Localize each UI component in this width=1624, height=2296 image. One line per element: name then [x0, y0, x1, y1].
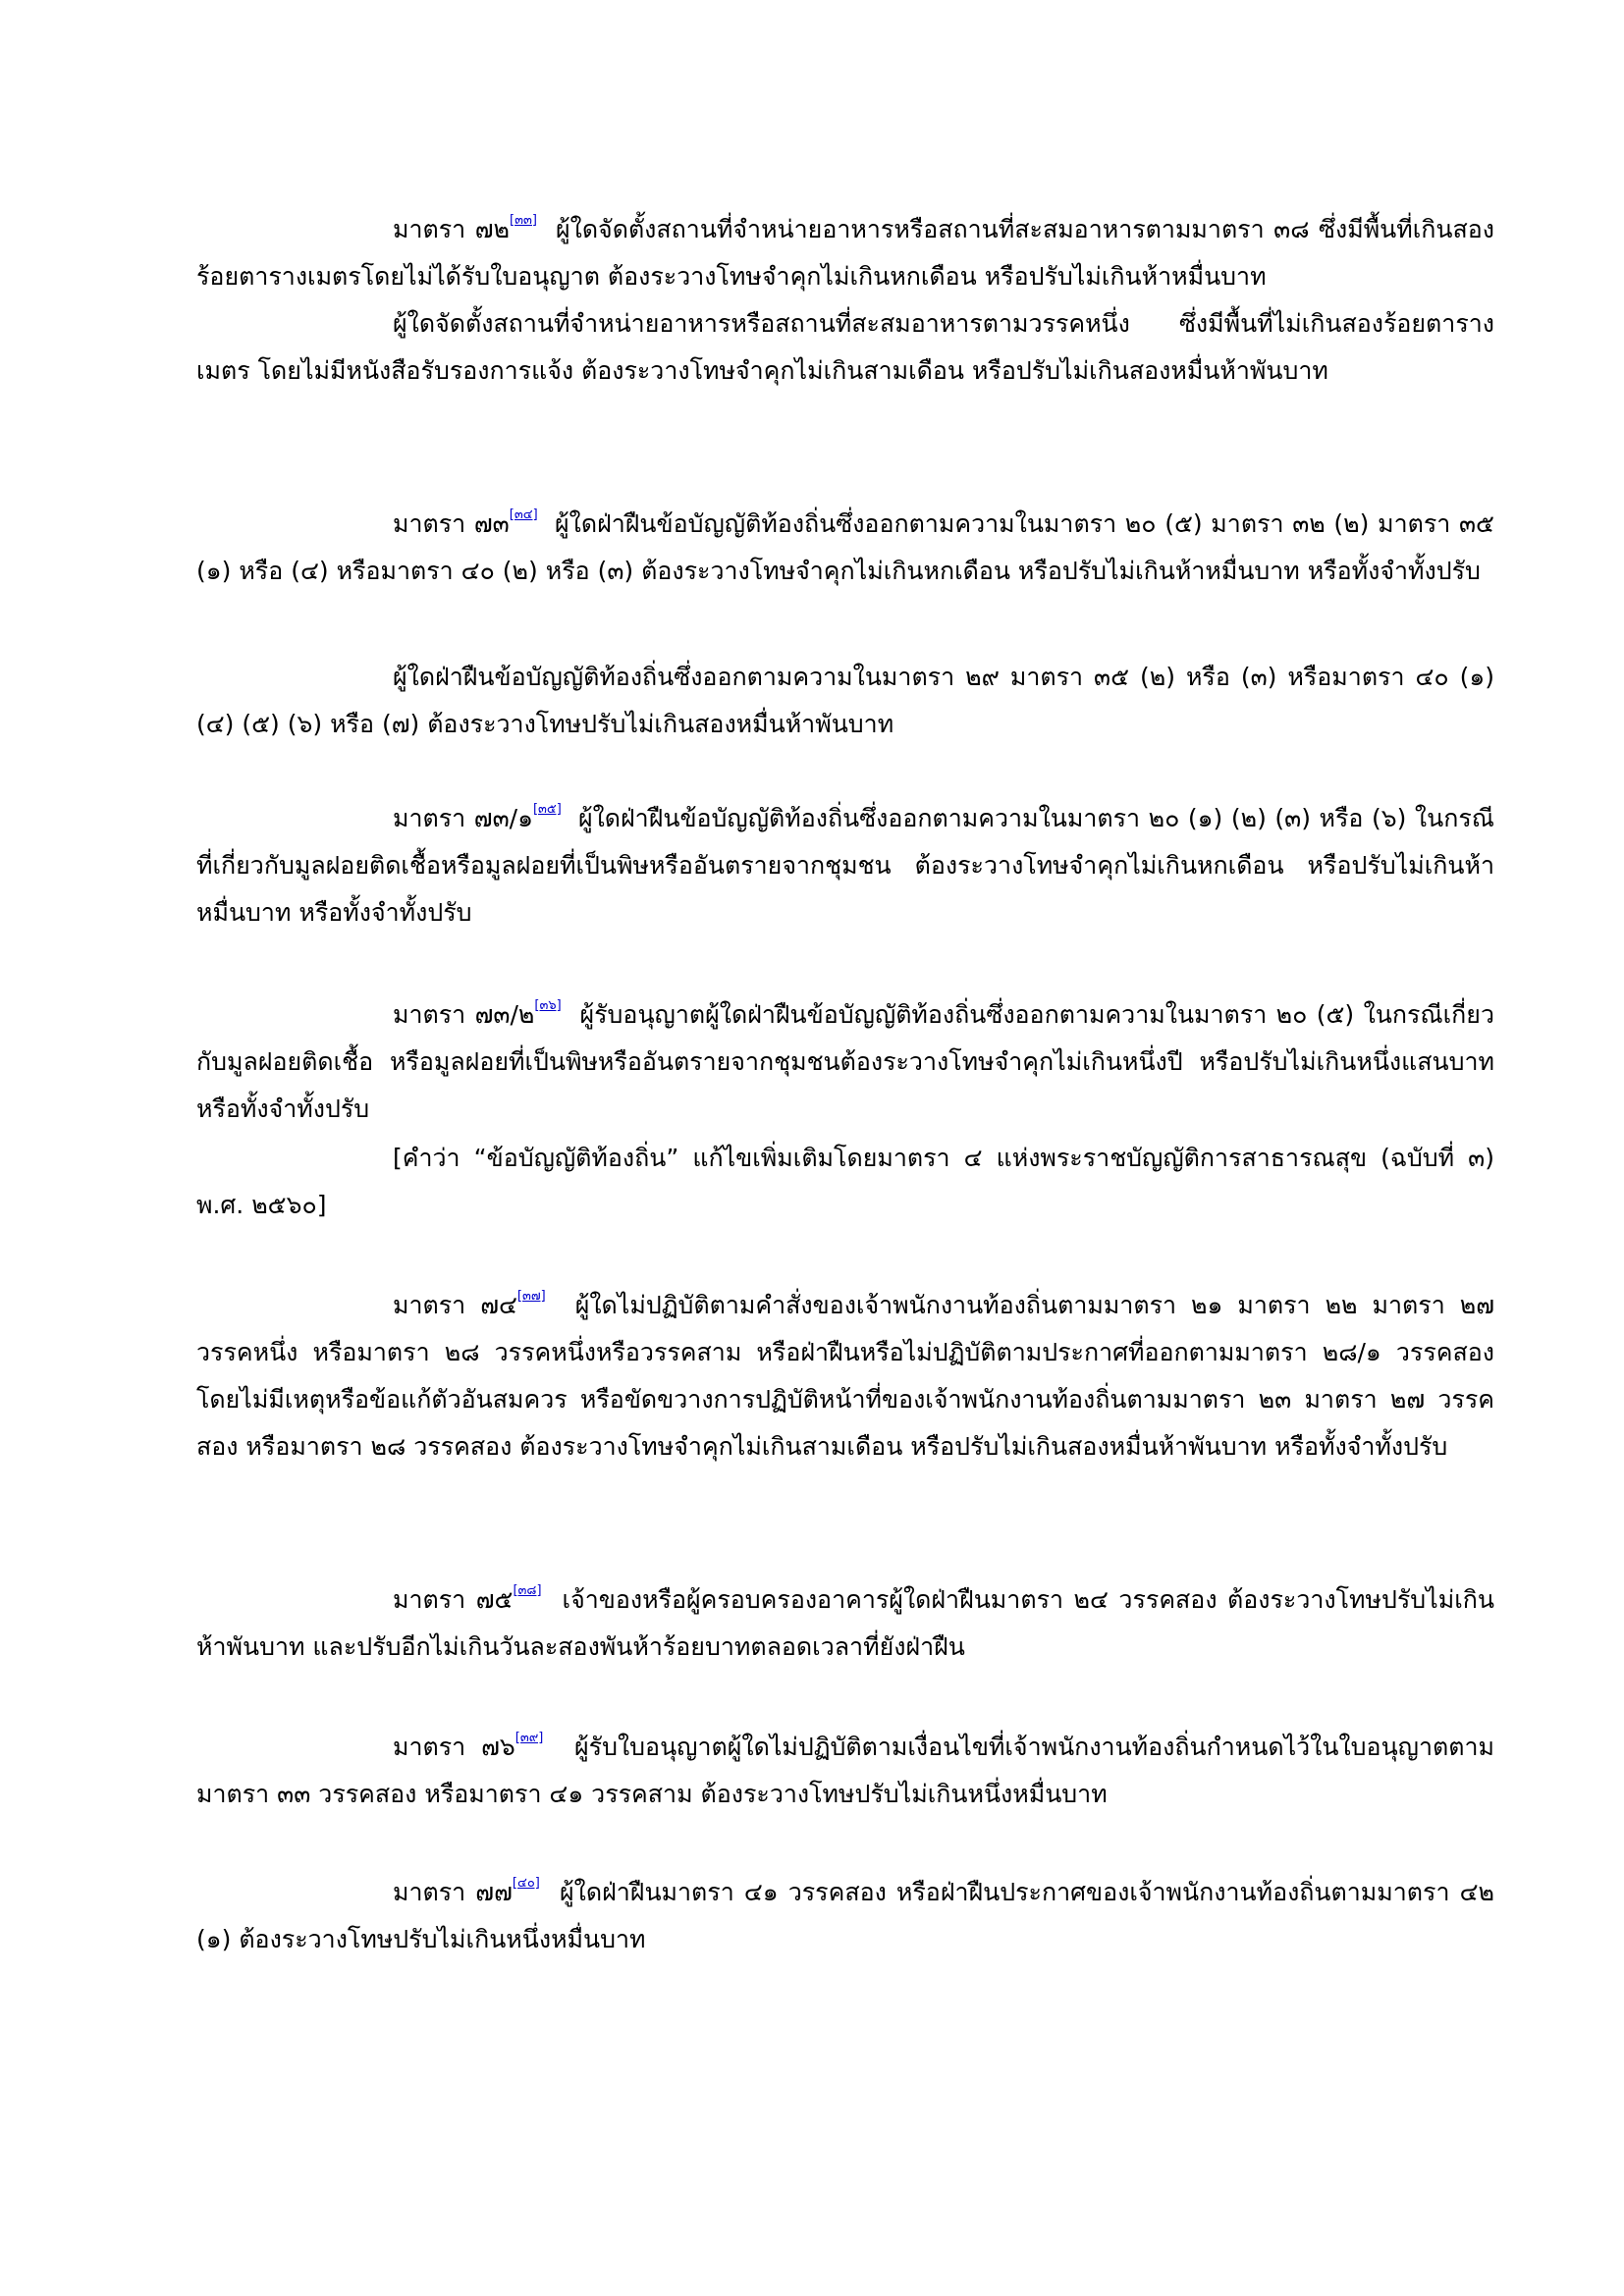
- footnote-link-33[interactable]: [๓๓]: [510, 213, 537, 228]
- section-73-number: มาตรา ๗๓: [393, 509, 510, 538]
- footnote-link-40[interactable]: [๔๐]: [512, 1876, 540, 1891]
- section-76-text-1: ผู้รับใบอนุญาตผู้ใดไม่ปฏิบัติตามเงื่อนไขที่เจ้าพนักงานท้องถิ่นกำหนดไว้ในใบอนุญาตตามมาตรา ๓๓ วรรคสอง หรือมาตรา ๔๑ วรรคสาม ต้องระวางโทษปรับไม่เกินหนึ่งหมื่นบาท: [196, 1733, 1494, 1808]
- section-73-text-1: ผู้ใดฝ่าฝืนข้อบัญญัติท้องถิ่นซึ่งออกตามความในมาตรา ๒๐ (๕) มาตรา ๓๒ (๒) มาตรา ๓๕ (๑) หรือ (๔) หรือมาตรา ๔๐ (๒) หรือ (๓) ต้องระวางโทษจำคุกไม่เกินหกเดือน หรือปรับไม่เกินห้าหมื่นบาท หรือทั้งจำทั้งปรับ: [196, 509, 1494, 585]
- section-72-paragraph-1: [196, 206, 1494, 300]
- section-76-paragraph-1: [196, 1724, 1494, 1818]
- section-72-number: มาตรา ๗๒: [393, 215, 511, 243]
- section-74-text-1: ผู้ใดไม่ปฏิบัติตามคำสั่งของเจ้าพนักงานท้องถิ่นตามมาตรา ๒๑ มาตรา ๒๒ มาตรา ๒๗ วรรคหนึ่ง หรือมาตรา ๒๘ วรรคหนึ่งหรือวรรคสาม หรือฝ่าฝืนหรือไม่ปฏิบัติตามประกาศที่ออกตามมาตรา ๒๘/๑ วรรคสอง โดยไม่มีเหตุหรือข้อแก้ตัวอันสมควร หรือขัดขวางการปฏิบัติหน้าที่ของเจ้าพนักงานท้องถิ่นตามมาตรา ๒๓ มาตรา ๒๗ วรรคสอง หรือมาตรา ๒๘ วรรคสอง ต้องระวางโทษจำคุกไม่เกินสามเดือน หรือปรับไม่เกินสองหมื่นห้าพันบาท หรือทั้งจำทั้งปรับ: [196, 1291, 1494, 1461]
- section-75-number: มาตรา ๗๕: [393, 1585, 514, 1614]
- section-72-text-1: ผู้ใดจัดตั้งสถานที่จำหน่ายอาหารหรือสถานที่สะสมอาหารตามมาตรา ๓๘ ซึ่งมีพื้นที่เกินสองร้อยตารางเมตรโดยไม่ได้รับใบอนุญาต ต้องระวางโทษจำคุกไม่เกินหกเดือน หรือปรับไม่เกินห้าหมื่นบาท: [196, 215, 1494, 291]
- section-72-paragraph-2: [196, 300, 1494, 395]
- section-75-paragraph-1: [196, 1576, 1494, 1671]
- footnote-link-34[interactable]: [๓๔]: [509, 507, 538, 522]
- footnote-link-37[interactable]: [๓๗]: [516, 1289, 546, 1304]
- footnote-link-38[interactable]: [๓๘]: [513, 1583, 542, 1598]
- section-73-1-text-1: ผู้ใดฝ่าฝืนข้อบัญญัติท้องถิ่นซึ่งออกตามความในมาตรา ๒๐ (๑) (๒) (๓) หรือ (๖) ในกรณีที่เกี่ยวกับมูลฝอยติดเชื้อหรือมูลฝอยที่เป็นพิษหรืออันตรายจากชุมชน ต้องระวางโทษจำคุกไม่เกินหกเดือน หรือปรับไม่เกินห้าหมื่นบาท หรือทั้งจำทั้งปรับ: [196, 804, 1494, 927]
- section-73-2-paragraph-2: [196, 1135, 1494, 1229]
- section-73-1-paragraph-1: [196, 795, 1494, 936]
- section-77-paragraph-1: [196, 1869, 1494, 1963]
- section-73-paragraph-2: [196, 654, 1494, 748]
- section-73-2-paragraph-1: [196, 991, 1494, 1133]
- section-72-text-2: ผู้ใดจัดตั้งสถานที่จำหน่ายอาหารหรือสถานที่สะสมอาหารตามวรรคหนึ่ง ซึ่งมีพื้นที่ไม่เกินสองร้อยตารางเมตร โดยไม่มีหนังสือรับรองการแจ้ง ต้องระวางโทษจำคุกไม่เกินสามเดือน หรือปรับไม่เกินสองหมื่นห้าพันบาท: [196, 309, 1494, 385]
- section-74-number: มาตรา ๗๔: [393, 1291, 517, 1319]
- section-73-2-amendment-note: [คำว่า “ข้อบัญญัติท้องถิ่น” แก้ไขเพิ่มเติมโดยมาตรา ๔ แห่งพระราชบัญญัติการสาธารณสุข (ฉบับที่ ๓) พ.ศ. ๒๕๖๐]: [196, 1144, 1494, 1219]
- section-73-1-number: มาตรา ๗๓/๑: [393, 804, 533, 832]
- section-77-text-1: ผู้ใดฝ่าฝืนมาตรา ๔๑ วรรคสอง หรือฝ่าฝืนประกาศของเจ้าพนักงานท้องถิ่นตามมาตรา ๔๒ (๑) ต้องระวางโทษปรับไม่เกินหนึ่งหมื่นบาท: [196, 1878, 1494, 1953]
- footnote-link-35[interactable]: [๓๕]: [532, 802, 562, 817]
- section-73-2-text-1: ผู้รับอนุญาตผู้ใดฝ่าฝืนข้อบัญญัติท้องถิ่นซึ่งออกตามความในมาตรา ๒๐ (๕) ในกรณีเกี่ยวกับมูลฝอยติดเชื้อ หรือมูลฝอยที่เป็นพิษหรืออันตรายจากชุมชนต้องระวางโทษจำคุกไม่เกินหนึ่งปี หรือปรับไม่เกินหนึ่งแสนบาท หรือทั้งจำทั้งปรับ: [196, 1000, 1494, 1123]
- section-77-number: มาตรา ๗๗: [393, 1878, 513, 1906]
- section-73-text-2: ผู้ใดฝ่าฝืนข้อบัญญัติท้องถิ่นซึ่งออกตามความในมาตรา ๒๙ มาตรา ๓๕ (๒) หรือ (๓) หรือมาตรา ๔๐ (๑) (๔) (๕) (๖) หรือ (๗) ต้องระวางโทษปรับไม่เกินสองหมื่นห้าพันบาท: [196, 663, 1494, 738]
- footnote-link-36[interactable]: [๓๖]: [534, 998, 562, 1013]
- section-73-paragraph-1: [196, 501, 1494, 595]
- section-75-text-1: เจ้าของหรือผู้ครอบครองอาคารผู้ใดฝ่าฝืนมาตรา ๒๔ วรรคสอง ต้องระวางโทษปรับไม่เกินห้าพันบาท และปรับอีกไม่เกินวันละสองพันห้าร้อยบาทตลอดเวลาที่ยังฝ่าฝืน: [196, 1585, 1495, 1661]
- section-74-paragraph-1: [196, 1282, 1494, 1470]
- section-73-2-number: มาตรา ๗๓/๒: [393, 1000, 535, 1029]
- section-76-number: มาตรา ๗๖: [393, 1733, 515, 1761]
- footnote-link-39[interactable]: [๓๙]: [514, 1731, 544, 1745]
